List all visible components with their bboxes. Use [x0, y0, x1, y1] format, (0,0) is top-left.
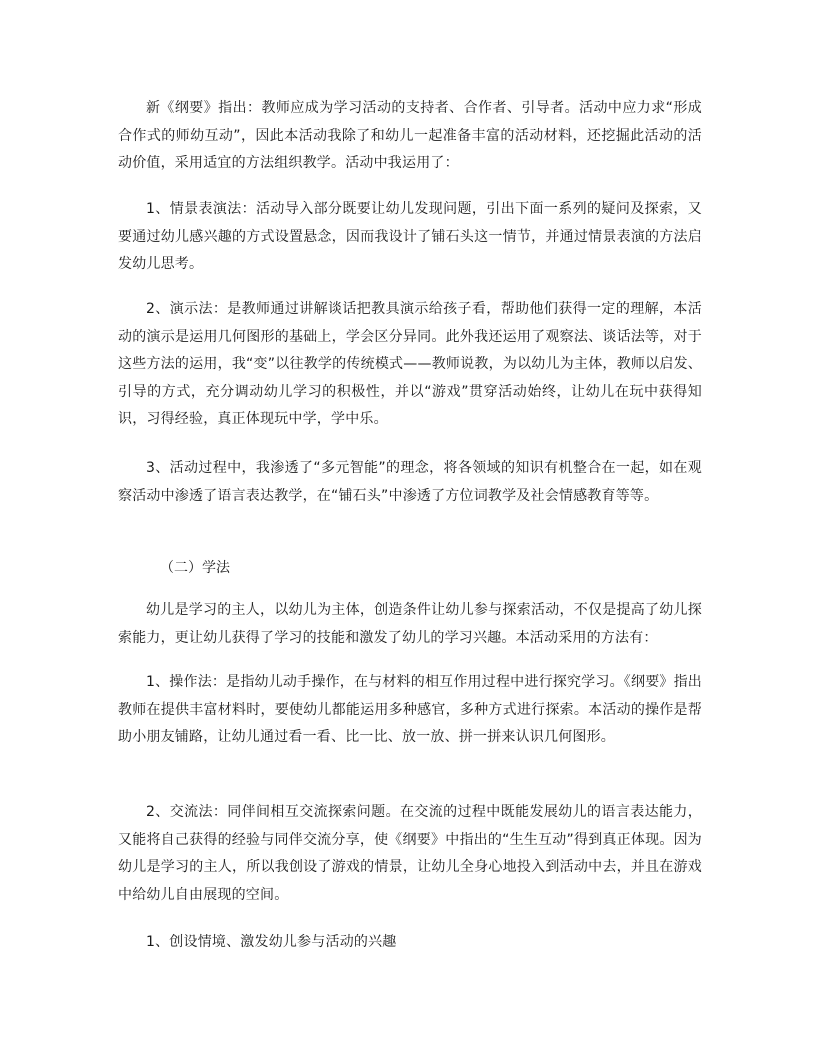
paragraph-create-situation: 1、创设情境、激发幼儿参与活动的兴趣	[146, 934, 397, 950]
paragraph-communication-method: 2、交流法：同伴间相互交流探索问题。在交流的过程中既能发展幼儿的语言表达能力，又能将自己获得的经验与同伴交流分享，使《纲要》中指出的“生生互动”得到真正体现。因为幼儿是学习的主人，所以我创设了游戏的情景，让幼儿全身心地投入到活动中去，并且在游戏中给幼儿自由展现的空间。	[118, 804, 702, 903]
paragraph-intro: 新《纲要》指出：教师应成为学习活动的支持者、合作者、引导者。活动中应力求“形成合作式的师幼互动”，因此本活动我除了和幼儿一起准备丰富的活动材料，还挖掘此活动的活动价值，采用适宜的方法组织教学。活动中我运用了：	[118, 100, 702, 171]
paragraph-learner-centered: 幼儿是学习的主人，以幼儿为主体，创造条件让幼儿参与探索活动，不仅是提高了幼儿探索能力，更让幼儿获得了学习的技能和激发了幼儿的学习兴趣。本活动采用的方法有：	[118, 602, 702, 646]
paragraph-situational-performance: 1、情景表演法：活动导入部分既要让幼儿发现问题，引出下面一系列的疑问及探索，又要通过幼儿感兴趣的方式设置悬念，因而我设计了铺石头这一情节，并通过情景表演的方法启发幼儿思考。	[118, 201, 702, 272]
paragraph-multiple-intelligence: 3、活动过程中，我渗透了“多元智能”的理念，将各领域的知识有机整合在一起，如在观察活动中渗透了语言表达教学，在“铺石头”中渗透了方位词教学及社会情感教育等等。	[118, 460, 702, 504]
section-heading-learning-method: （二）学法	[160, 560, 230, 576]
paragraph-operation-method: 1、操作法：是指幼儿动手操作，在与材料的相互作用过程中进行探究学习。《纲要》指出教师在提供丰富材料时，要使幼儿都能运用多种感官，多种方式进行探索。本活动的操作是帮助小朋友铺路，让幼儿通过看一看、比一比、放一放、拼一拼来认识几何图形。	[118, 674, 702, 745]
paragraph-demonstration: 2、演示法：是教师通过讲解谈话把教具演示给孩子看，帮助他们获得一定的理解，本活动的演示是运用几何图形的基础上，学会区分异同。此外我还运用了观察法、谈话法等，对于这些方法的运用，我“变”以往教学的传统模式——教师说教，为以幼儿为主体，教师以启发、引导的方式，充分调动幼儿学习的积极性，并以“游戏”贯穿活动始终，让幼儿在玩中获得知识，习得经验，真正体现玩中学，学中乐。	[118, 301, 702, 427]
